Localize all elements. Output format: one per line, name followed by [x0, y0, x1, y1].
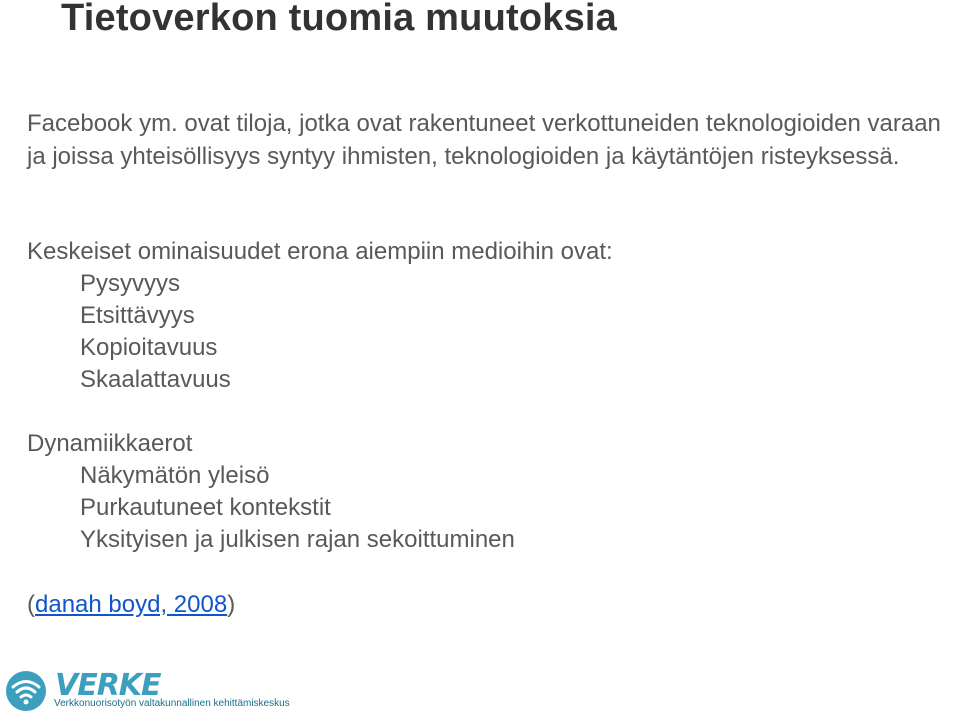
- slide-title: Tietoverkon tuomia muutoksia: [61, 0, 618, 39]
- features-item: Etsittävyys: [80, 302, 195, 329]
- logo-tagline: Verkkonuorisotyön valtakunnallinen kehittämiskeskus: [54, 698, 290, 709]
- dynamics-item: Näkymätön yleisö: [80, 462, 270, 489]
- features-item: Pysyvyys: [80, 270, 181, 297]
- features-item: Skaalattavuus: [80, 366, 231, 393]
- features-heading: Keskeiset ominaisuudet erona aiempiin medioihin ovat:: [27, 238, 613, 265]
- citation: [27, 588, 235, 621]
- citation-open: (: [27, 591, 35, 618]
- citation-close: ): [227, 591, 236, 618]
- wifi-icon: [5, 670, 49, 712]
- dynamics-section: [27, 428, 515, 556]
- features-item: Kopioitavuus: [80, 334, 218, 361]
- dynamics-heading: Dynamiikkaerot: [27, 430, 193, 457]
- intro-paragraph: Facebook ym. ovat tiloja, jotka ovat rakentuneet verkottuneiden teknologioiden varaan ja joissa yhteisöllisyys syntyy ihmisten, teknologioiden ja käytäntöjen risteyksessä.: [27, 110, 941, 170]
- logo-wordmark: VERKE: [55, 668, 161, 703]
- features-section: [27, 236, 613, 396]
- verke-logo: [5, 668, 290, 712]
- citation-link[interactable]: danah boyd, 2008: [35, 591, 228, 618]
- dynamics-item: Purkautuneet kontekstit: [80, 494, 331, 521]
- dynamics-item: Yksityisen ja julkisen rajan sekoittuminen: [80, 526, 515, 553]
